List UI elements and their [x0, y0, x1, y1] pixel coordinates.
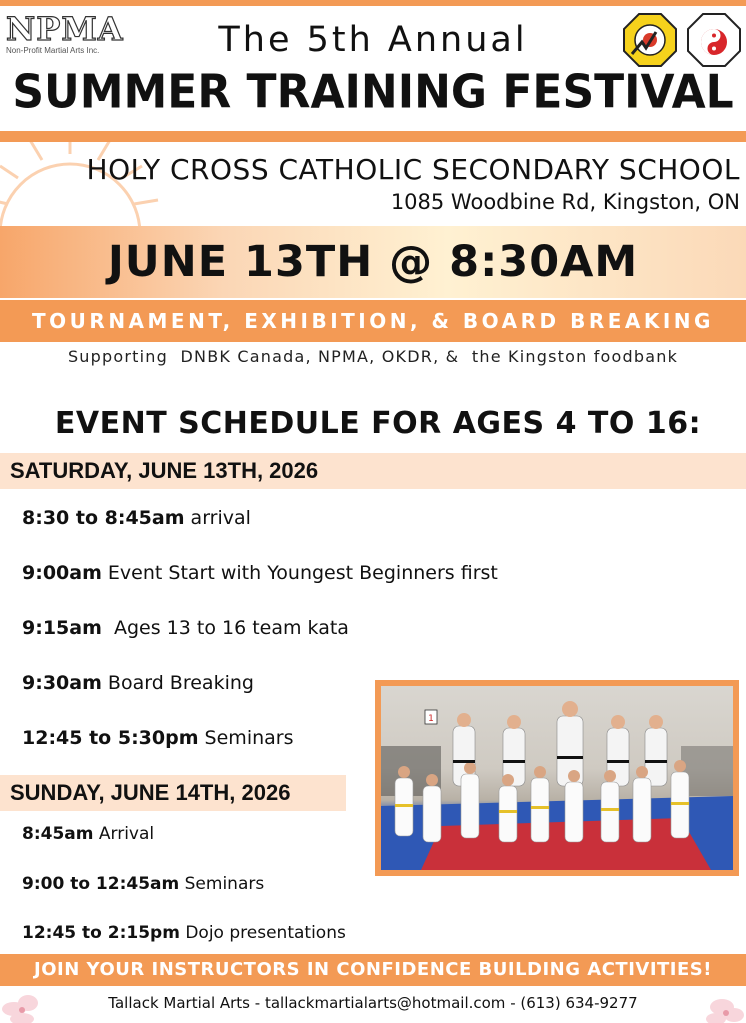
- sunday-label: SUNDAY, JUNE 14TH, 2026: [10, 780, 291, 805]
- schedule-item: [22, 558, 498, 588]
- venue-address: 1085 Woodbine Rd, Kingston, ON: [390, 190, 740, 214]
- venue-name: HOLY CROSS CATHOLIC SECONDARY SCHOOL: [86, 153, 740, 186]
- schedule-time: 9:00 to 12:45am: [22, 874, 180, 894]
- schedule-item: [22, 919, 346, 947]
- event-date-time: JUNE 13TH @ 8:30AM: [107, 237, 639, 287]
- schedule-desc: Ages 13 to 16 team kata: [101, 617, 349, 639]
- contact-info: Tallack Martial Arts - tallackmartialarts@hotmail.com - (613) 634-9277: [108, 994, 638, 1012]
- header-divider: [0, 131, 746, 142]
- schedule-heading: EVENT SCHEDULE FOR AGES 4 TO 16:: [54, 406, 702, 441]
- schedule-time: 9:30am: [22, 672, 102, 694]
- schedule-desc: arrival: [184, 507, 251, 529]
- schedule-item: [22, 870, 264, 898]
- npma-logo: [6, 10, 124, 62]
- schedule-time: 9:00am: [22, 562, 102, 584]
- schedule-time: 8:45am: [22, 824, 94, 844]
- top-stripe: [0, 0, 746, 6]
- event-subtitle: The 5th Annual: [218, 20, 528, 60]
- schedule-desc: Dojo presentations: [179, 923, 346, 943]
- schedule-time: 9:15am: [22, 617, 102, 639]
- schedule-time: 12:45 to 2:15pm: [22, 923, 180, 943]
- schedule-item: [22, 503, 251, 533]
- event-title: SUMMER TRAINING FESTIVAL: [12, 65, 734, 120]
- schedule-item: [22, 723, 294, 753]
- tallack-martial-arts-logo: [686, 12, 742, 68]
- schedule-desc: Seminars: [179, 874, 265, 894]
- event-types: TOURNAMENT, EXHIBITION, & BOARD BREAKING: [32, 309, 714, 333]
- npma-logo-subtext: Non-Profit Martial Arts Inc.: [6, 46, 100, 55]
- schedule-desc: Seminars: [198, 727, 294, 749]
- supporting-organizations: Supporting DNBK Canada, NPMA, OKDR, & the Kingston foodbank: [67, 347, 679, 366]
- saturday-label: SATURDAY, JUNE 13TH, 2026: [10, 458, 319, 483]
- npma-logo-letters: NPMA: [6, 10, 124, 48]
- schedule-item: [22, 820, 154, 848]
- schedule-item: [22, 668, 254, 698]
- schedule-time: 12:45 to 5:30pm: [22, 727, 199, 749]
- group-photo-frame: [375, 680, 739, 876]
- sign-number: 1: [428, 714, 434, 724]
- schedule-time: 8:30 to 8:45am: [22, 507, 185, 529]
- schedule-item: [22, 613, 349, 643]
- dojo-octagon-logo: [622, 12, 678, 68]
- schedule-desc: Event Start with Youngest Beginners first: [101, 562, 498, 584]
- group-photo: [381, 686, 733, 870]
- schedule-desc: Arrival: [93, 824, 155, 844]
- footer-call-to-action: JOIN YOUR INSTRUCTORS IN CONFIDENCE BUILDING ACTIVITIES!: [34, 959, 712, 980]
- schedule-desc: Board Breaking: [101, 672, 254, 694]
